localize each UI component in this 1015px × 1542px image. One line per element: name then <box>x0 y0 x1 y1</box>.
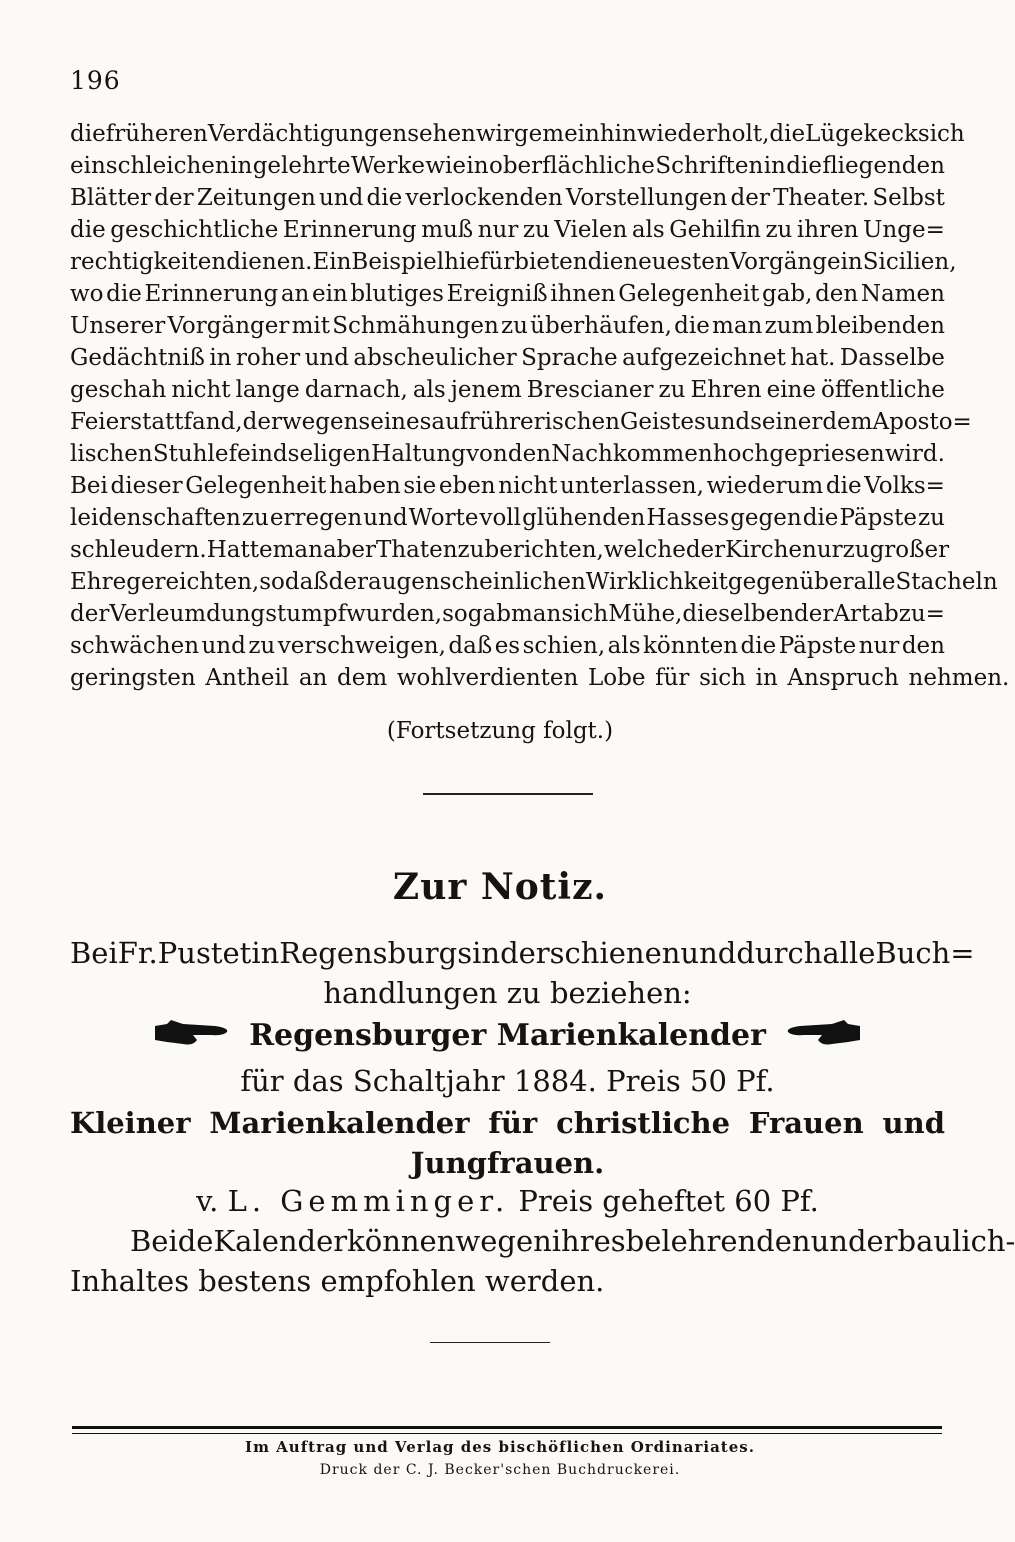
word: könnten <box>642 633 739 659</box>
word: gepriesen <box>769 441 885 467</box>
word: als <box>412 377 446 403</box>
word: nur <box>802 537 843 563</box>
pointing-hand-right-icon <box>153 1018 231 1056</box>
word: schwächen <box>70 633 200 659</box>
word: der <box>70 601 110 627</box>
text-line <box>70 470 945 502</box>
word: in <box>230 153 253 179</box>
text-line <box>70 566 998 598</box>
word: mit <box>291 313 330 339</box>
word: erbaulich- <box>866 1224 1015 1258</box>
word: die <box>70 121 106 147</box>
word: leidenschaften <box>70 505 241 531</box>
word: die <box>802 505 839 531</box>
word: die <box>740 633 777 659</box>
word: nicht <box>498 473 558 499</box>
word: belehrenden <box>625 1224 811 1258</box>
word: dienen. <box>226 249 313 275</box>
continuation-note: (Fortsetzung folgt.) <box>386 718 614 744</box>
word: bieten <box>514 249 588 275</box>
word: wir <box>475 121 514 147</box>
word: gereichten, <box>126 569 260 595</box>
word: Schmähungen <box>332 313 499 339</box>
footer-rule <box>72 1426 942 1429</box>
word: der <box>328 569 368 595</box>
word: der <box>242 409 282 435</box>
word: Mühe, <box>608 601 683 627</box>
calendar1-heading <box>70 1018 945 1056</box>
word: fliegenden <box>822 153 945 179</box>
word: sich <box>917 121 965 147</box>
word: man <box>511 601 562 627</box>
word: und <box>201 633 246 659</box>
word: sie <box>403 473 437 499</box>
word: wegen <box>281 409 359 435</box>
word: an <box>280 281 310 307</box>
word: in <box>466 153 489 179</box>
word: christliche <box>556 1106 731 1140</box>
calendar2-title-line1 <box>70 1106 945 1140</box>
word: nicht <box>171 377 231 403</box>
text-line <box>70 438 945 470</box>
word: in <box>251 936 280 970</box>
word: Geistes <box>619 409 706 435</box>
pointing-hand-left-icon <box>784 1018 862 1056</box>
text-line <box>70 310 945 342</box>
word: den <box>815 281 859 307</box>
word: Stuhle <box>152 441 229 467</box>
word: wo <box>70 281 104 307</box>
word: Ehre <box>70 569 127 595</box>
article-body <box>70 118 1010 694</box>
word: aber <box>322 537 376 563</box>
word: gab <box>467 601 511 627</box>
word: Brescianer <box>526 377 654 403</box>
word: ihres <box>551 1224 626 1258</box>
footer-rule-thin <box>72 1433 942 1434</box>
word: voll <box>479 505 522 531</box>
word: alle <box>822 936 876 970</box>
word: rechtigkeiten <box>70 249 227 275</box>
imprint-publisher: Im Auftrag und Verlag des bischöflichen Ordinariates. <box>245 1438 755 1456</box>
word: Dasselbe <box>839 345 945 371</box>
recommendation-line1 <box>130 1224 1015 1258</box>
text-line <box>70 246 957 278</box>
word: Frauen <box>748 1106 864 1140</box>
text-line <box>70 182 945 214</box>
word: sich <box>699 665 746 691</box>
word: verlockenden <box>405 185 563 211</box>
word: roher <box>235 345 301 371</box>
word: wegen <box>455 1224 552 1258</box>
word: haben <box>329 473 401 499</box>
word: zu <box>918 505 945 531</box>
word: verschweigen, <box>277 633 446 659</box>
word: Beispiel <box>351 249 445 275</box>
word: an <box>298 665 328 691</box>
word: für <box>655 665 690 691</box>
word: zu <box>842 537 870 563</box>
word: die <box>366 185 403 211</box>
word: sich <box>561 601 609 627</box>
word: Volks= <box>864 473 945 499</box>
word: Vorstellungen <box>565 185 728 211</box>
text-line <box>70 150 945 182</box>
word: jenem <box>450 377 522 403</box>
word: daß <box>448 633 493 659</box>
word: Haltung <box>371 441 466 467</box>
word: Gedächtniß <box>70 345 205 371</box>
word: großer <box>869 537 950 563</box>
word: aufrührerischen <box>431 409 620 435</box>
word: Kleiner <box>70 1106 191 1140</box>
text-line <box>70 662 1010 694</box>
word: und <box>318 185 364 211</box>
word: hiefür <box>444 249 515 275</box>
word: nur <box>477 217 519 243</box>
word: wiederholt, <box>636 121 770 147</box>
word: zum <box>764 313 814 339</box>
notice-divider <box>430 1342 550 1343</box>
calendar2-price: Preis geheftet 60 Pf. <box>518 1184 819 1218</box>
word: wie <box>425 153 467 179</box>
word: stumpf <box>265 601 347 627</box>
word: zu <box>248 633 276 659</box>
word: muß <box>421 217 474 243</box>
word: sehen <box>407 121 476 147</box>
word: Kalender <box>213 1224 348 1258</box>
calendar1-title: Regensburger Marienkalender <box>249 1018 766 1053</box>
word: die <box>674 313 710 339</box>
word: eine <box>766 377 816 403</box>
word: einschleichen <box>70 153 230 179</box>
word: geschichtliche <box>110 217 279 243</box>
word: Wirklichkeit <box>585 569 728 595</box>
word: oberflächliche <box>488 153 655 179</box>
word: sind <box>457 936 519 970</box>
word: Ereigniß <box>446 281 548 307</box>
word: gegenüber <box>727 569 854 595</box>
word: überhäufen, <box>530 313 672 339</box>
word: Art <box>833 601 871 627</box>
word: Sicilien, <box>862 249 957 275</box>
word: erschienen <box>518 936 681 970</box>
calendar2-title-line2: Jungfrauen. <box>410 1146 605 1180</box>
word: Bei <box>70 473 108 499</box>
word: Anspruch <box>787 665 899 691</box>
word: Unge= <box>863 217 945 243</box>
word: seines <box>358 409 432 435</box>
word: aufgezeichnet <box>622 345 786 371</box>
word: dieser <box>110 473 183 499</box>
word: geringsten <box>70 665 196 691</box>
word: dem <box>822 409 873 435</box>
text-line <box>70 374 945 406</box>
word: Gehilfin <box>669 217 761 243</box>
word: gab, <box>761 281 813 307</box>
word: Kirche <box>725 537 802 563</box>
word: erregen <box>269 505 363 531</box>
word: und <box>304 345 349 371</box>
word: den <box>901 633 945 659</box>
word: Worte <box>408 505 479 531</box>
word: unterlassen, <box>560 473 704 499</box>
word: Vorgänge <box>729 249 841 275</box>
word: Namen <box>860 281 945 307</box>
word: die <box>587 249 624 275</box>
word: Ein <box>312 249 352 275</box>
word: augenscheinlichen <box>368 569 586 595</box>
word: dieselben <box>682 601 795 627</box>
word: man <box>712 313 763 339</box>
notice-intro-line2: handlungen zu beziehen: <box>323 976 692 1010</box>
word: Ehren <box>690 377 762 403</box>
word: Werke <box>351 153 425 179</box>
word: Buch= <box>875 936 975 970</box>
text-line <box>70 118 965 150</box>
word: glühenden <box>522 505 646 531</box>
word: Gelegenheit <box>618 281 760 307</box>
word: Regensburg <box>279 936 458 970</box>
word: in <box>840 249 863 275</box>
word: Erinnerung <box>144 281 279 307</box>
text-line <box>70 406 972 438</box>
word: den <box>507 441 552 467</box>
word: feindseligen <box>228 441 371 467</box>
word: wird. <box>884 441 945 467</box>
word: blutiges <box>350 281 444 307</box>
word: Marienkalender <box>209 1106 470 1140</box>
word: Verleumdung <box>109 601 266 627</box>
word: keck <box>863 121 918 147</box>
word: stattfand, <box>130 409 243 435</box>
page-number: 196 <box>70 66 121 95</box>
word: Gelegenheit <box>185 473 327 499</box>
word: alle <box>853 569 896 595</box>
word: so <box>442 601 468 627</box>
word: Pustet <box>157 936 252 970</box>
word: die <box>106 281 142 307</box>
word: Päpste <box>778 633 857 659</box>
word: abzu= <box>870 601 945 627</box>
word: Fr. <box>117 936 158 970</box>
word: nehmen. <box>908 665 1010 691</box>
word: Stacheln <box>895 569 998 595</box>
word: zu <box>457 537 485 563</box>
word: es <box>494 633 521 659</box>
section-divider <box>423 793 593 795</box>
word: Vielen <box>554 217 628 243</box>
word: Hatte <box>206 537 273 563</box>
word: darnach, <box>304 377 408 403</box>
word: bleibenden <box>815 313 945 339</box>
word: die <box>769 121 806 147</box>
calendar2-author-line <box>70 1184 945 1218</box>
word: zu <box>241 505 269 531</box>
word: hoch <box>712 441 770 467</box>
word: Schriften <box>655 153 764 179</box>
word: die <box>786 153 822 179</box>
word: gegen <box>730 505 802 531</box>
word: so <box>259 569 285 595</box>
author-prefix: v. <box>196 1184 219 1218</box>
word: Erinnerung <box>282 217 417 243</box>
recommendation-line2: Inhaltes bestens empfohlen werden. <box>70 1264 605 1298</box>
word: können <box>347 1224 456 1258</box>
word: zu <box>765 217 793 243</box>
word: ein <box>311 281 348 307</box>
word: Aposto= <box>872 409 972 435</box>
word: ihren <box>796 217 859 243</box>
word: und <box>680 936 737 970</box>
word: wiederum <box>706 473 824 499</box>
word: Nachkommen <box>551 441 713 467</box>
word: in <box>209 345 232 371</box>
word: zu <box>522 217 550 243</box>
word: der <box>794 601 834 627</box>
notice-intro-line1 <box>70 936 975 970</box>
word: hat. <box>790 345 836 371</box>
word: abscheulicher <box>353 345 517 371</box>
word: und <box>810 1224 867 1258</box>
word: Beide <box>130 1224 214 1258</box>
word: Thaten <box>376 537 458 563</box>
imprint-printer: Druck der C. J. Becker'schen Buchdruckerei. <box>319 1462 681 1478</box>
text-line <box>70 598 945 630</box>
word: lange <box>235 377 300 403</box>
word: Zeitungen <box>196 185 316 211</box>
word: zu <box>501 313 528 339</box>
word: Lobe <box>587 665 646 691</box>
word: die <box>70 217 106 243</box>
word: Vorgänger <box>167 313 290 339</box>
word: neuesten <box>623 249 730 275</box>
word: zu <box>658 377 686 403</box>
text-line <box>70 342 945 374</box>
text-line <box>70 502 945 534</box>
word: durch <box>736 936 823 970</box>
word: berichten, <box>484 537 604 563</box>
word: und <box>882 1106 945 1140</box>
word: für <box>488 1106 538 1140</box>
calendar1-info: für das Schaltjahr 1884. Preis 50 Pf. <box>240 1064 775 1098</box>
word: ihnen <box>550 281 616 307</box>
word: Bei <box>70 936 118 970</box>
word: Päpste <box>839 505 917 531</box>
word: und <box>705 409 751 435</box>
word: als <box>607 633 641 659</box>
word: eben <box>438 473 496 499</box>
word: welche <box>603 537 686 563</box>
word: wohlverdienten <box>396 665 579 691</box>
text-line <box>70 534 950 566</box>
word: geschah <box>70 377 167 403</box>
word: Antheil <box>205 665 290 691</box>
word: nur <box>858 633 900 659</box>
word: öffentliche <box>821 377 945 403</box>
word: in <box>763 153 786 179</box>
word: Theater. <box>773 185 870 211</box>
word: Feier <box>70 409 131 435</box>
word: man <box>272 537 323 563</box>
word: von <box>466 441 508 467</box>
word: Hasses <box>646 505 730 531</box>
word: der <box>685 537 726 563</box>
text-line <box>70 630 945 662</box>
word: der <box>730 185 770 211</box>
author-name: L. Gemminger. <box>227 1184 510 1218</box>
word: Lüge <box>805 121 864 147</box>
word: schien, <box>522 633 606 659</box>
text-line <box>70 278 945 310</box>
word: dem <box>337 665 388 691</box>
word: gelehrte <box>252 153 351 179</box>
word: die <box>825 473 862 499</box>
word: Sprache <box>521 345 618 371</box>
word: Verdächtigungen <box>207 121 408 147</box>
word: früheren <box>105 121 208 147</box>
word: Selbst <box>872 185 945 211</box>
word: seiner <box>750 409 823 435</box>
word: wurden, <box>346 601 443 627</box>
word: Blätter <box>70 185 152 211</box>
word: Unserer <box>70 313 166 339</box>
notice-title: Zur Notiz. <box>392 866 608 908</box>
text-line <box>70 214 945 246</box>
word: daß <box>284 569 329 595</box>
word: lischen <box>70 441 153 467</box>
word: und <box>363 505 408 531</box>
word: schleudern. <box>70 537 207 563</box>
word: der <box>154 185 194 211</box>
word: als <box>631 217 665 243</box>
word: gemeinhin <box>513 121 637 147</box>
word: in <box>755 665 778 691</box>
